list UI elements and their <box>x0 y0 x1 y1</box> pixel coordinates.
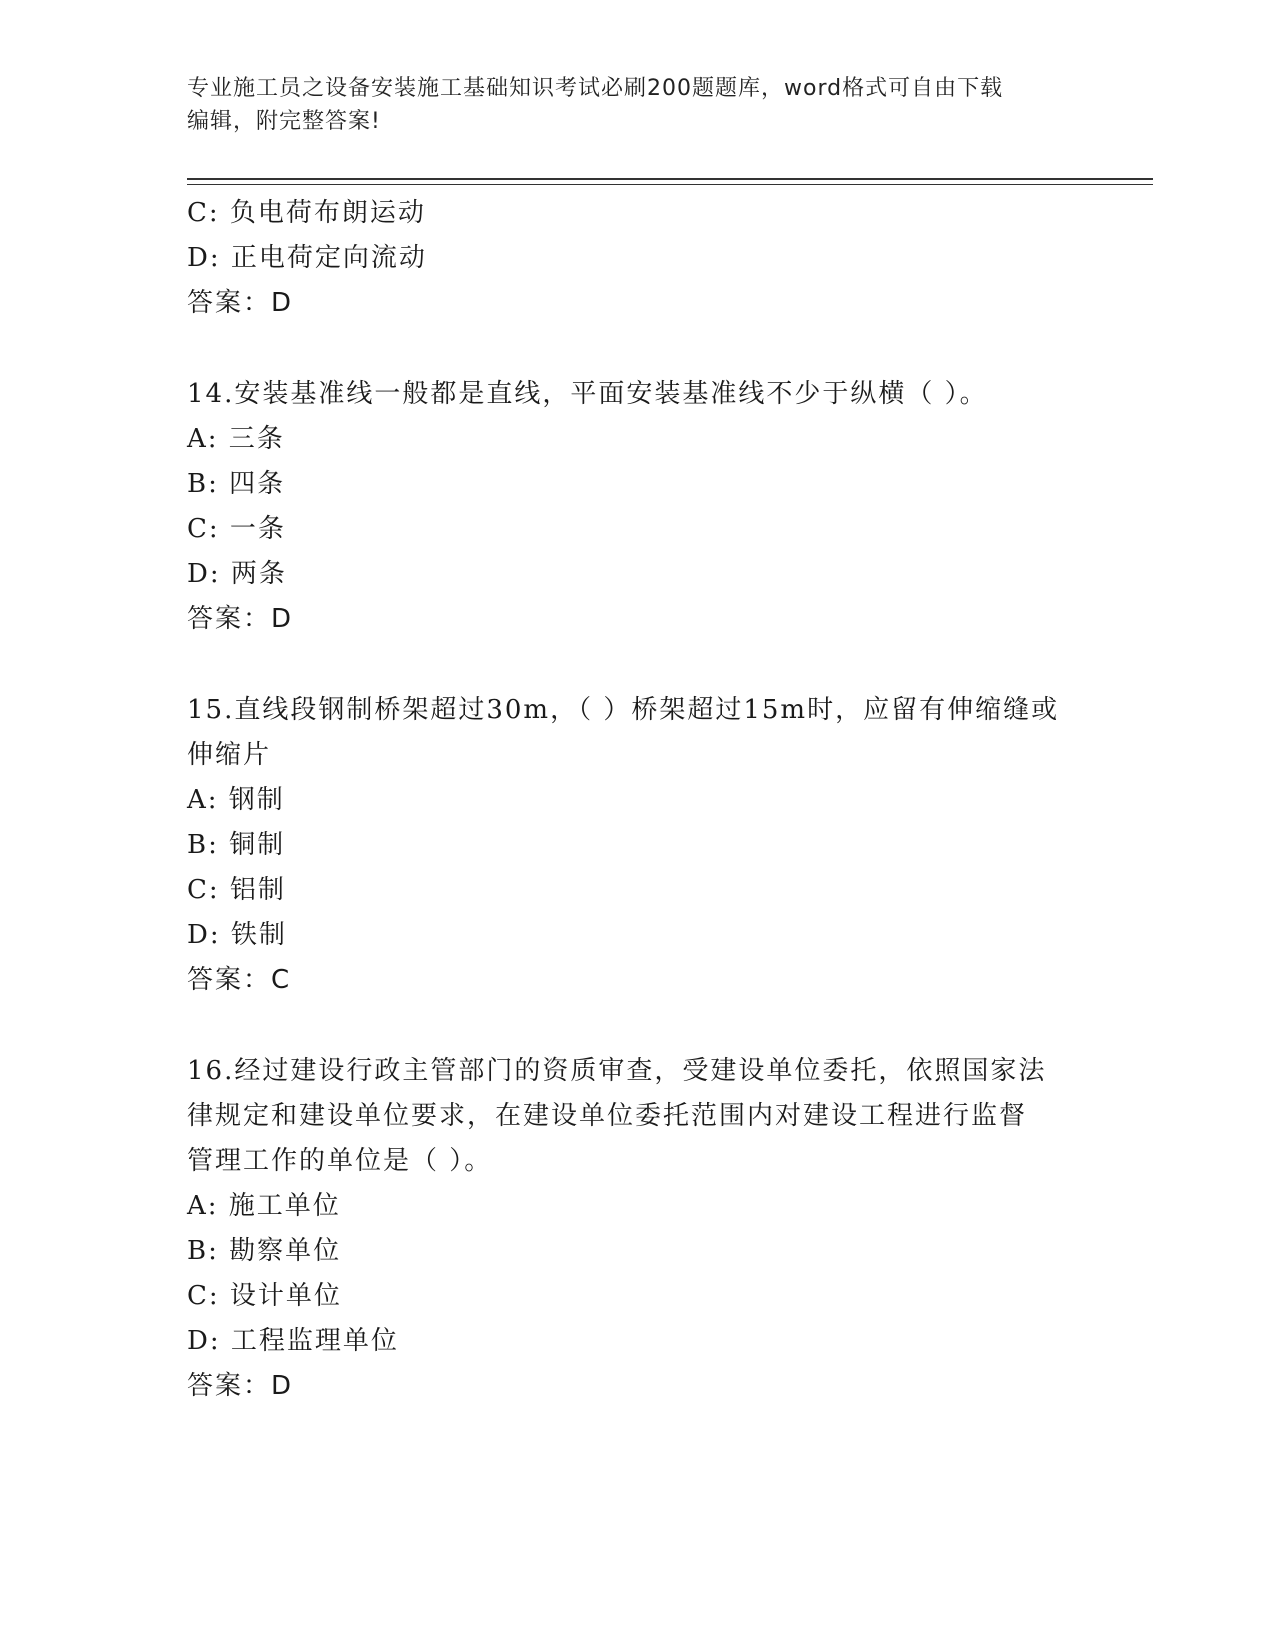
option-d: D: 两条 <box>187 559 287 589</box>
answer-line: 答案：C <box>187 965 292 995</box>
option-b: B: 铜制 <box>187 830 286 860</box>
document-header <box>187 72 1067 138</box>
option-d: D: 工程监理单位 <box>187 1326 399 1356</box>
question-block <box>187 688 1087 1003</box>
option-c: C: 铝制 <box>187 875 286 905</box>
option-a: A: 钢制 <box>187 785 285 815</box>
answer-line: 答案：D <box>187 604 294 634</box>
option-c: C: 一条 <box>187 514 286 544</box>
spacer <box>187 326 1087 372</box>
question-block <box>187 372 1087 642</box>
option-b: B: 勘察单位 <box>187 1236 342 1266</box>
option-b: B: 四条 <box>187 469 286 499</box>
spacer <box>187 1003 1087 1049</box>
answer-line: 答案：D <box>187 288 294 318</box>
spacer <box>187 642 1087 688</box>
question-stem: 16.经过建设行政主管部门的资质审查，受建设单位委托，依照国家法 <box>187 1056 1047 1086</box>
question-stem-continued: 管理工作的单位是（ ）。 <box>187 1146 493 1176</box>
option-d: D: 正电荷定向流动 <box>187 243 427 273</box>
question-block <box>187 1049 1087 1409</box>
option-a: A: 施工单位 <box>187 1191 341 1221</box>
answer-line: 答案：D <box>187 1371 294 1401</box>
header-divider-thin <box>187 184 1153 185</box>
header-title-line-2: 编辑，附完整答案! <box>187 109 381 134</box>
question-stem-continued: 律规定和建设单位要求，在建设单位委托范围内对建设工程进行监督 <box>187 1101 1028 1131</box>
question-block <box>187 191 1087 326</box>
question-stem: 14.安装基准线一般都是直线，平面安装基准线不少于纵横（ ）。 <box>187 379 988 409</box>
header-title-line-1: 专业施工员之设备安装施工基础知识考试必刷200题题库，word格式可自由下载 <box>187 76 1004 101</box>
option-c: C: 负电荷布朗运动 <box>187 198 426 228</box>
option-d: D: 铁制 <box>187 920 287 950</box>
question-stem: 15.直线段钢制桥架超过30m，（ ）桥架超过15m时，应留有伸缩缝或 <box>187 695 1060 725</box>
header-divider-thick <box>187 178 1153 180</box>
question-stem-continued: 伸缩片 <box>187 740 272 770</box>
question-list <box>187 191 1087 1409</box>
option-c: C: 设计单位 <box>187 1281 342 1311</box>
option-a: A: 三条 <box>187 424 285 454</box>
